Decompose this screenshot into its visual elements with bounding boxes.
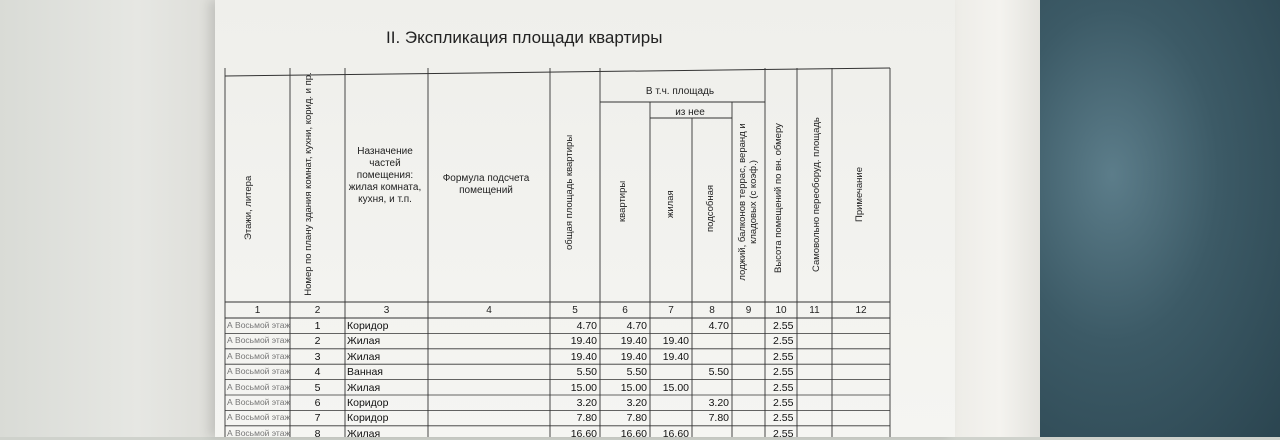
header-room-number: Номер по плану здания комнат, кухни, корид. и пр. bbox=[303, 72, 314, 296]
row-floor: А Восьмой этаж bbox=[227, 350, 291, 361]
header-loggias: лоджий, балконов террас, веранд и кладовых (с коэф.) bbox=[737, 123, 759, 281]
row-number: 4 bbox=[314, 366, 321, 379]
row-auxiliary: 5.50 bbox=[708, 366, 729, 379]
row-number: 1 bbox=[314, 320, 321, 332]
row-total: 4.70 bbox=[576, 320, 597, 332]
row-total: 7.80 bbox=[576, 412, 597, 425]
row-height: 2.55 bbox=[773, 320, 794, 332]
row-floor: А Восьмой этаж bbox=[227, 366, 291, 377]
row-apartment: 16.60 bbox=[620, 427, 647, 440]
header-total: общая площадь квартиры bbox=[564, 134, 575, 250]
row-floor: А Восьмой этаж bbox=[227, 335, 291, 346]
row-height: 2.55 bbox=[773, 412, 794, 425]
row-total: 16.60 bbox=[570, 427, 597, 440]
row-number: 6 bbox=[314, 397, 321, 409]
row-total: 19.40 bbox=[570, 350, 597, 363]
column-number: 6 bbox=[622, 305, 628, 316]
row-name: Жилая bbox=[347, 335, 381, 348]
row-height: 2.55 bbox=[773, 427, 794, 440]
row-apartment: 4.70 bbox=[626, 320, 647, 332]
row-number: 2 bbox=[314, 335, 321, 348]
row-total: 3.20 bbox=[576, 397, 597, 409]
header-apartment: квартиры bbox=[617, 180, 628, 222]
row-number: 5 bbox=[314, 381, 321, 394]
column-number: 11 bbox=[809, 305, 820, 316]
row-name: Жилая bbox=[347, 381, 381, 394]
row-number: 3 bbox=[314, 350, 321, 363]
row-name: Жилая bbox=[347, 427, 381, 440]
row-apartment: 7.80 bbox=[626, 412, 647, 425]
row-apartment: 3.20 bbox=[626, 397, 647, 409]
row-auxiliary: 3.20 bbox=[708, 397, 729, 409]
document-title: II. Экспликация площади квартиры bbox=[386, 28, 663, 47]
column-number: 4 bbox=[486, 305, 492, 316]
row-auxiliary: 7.80 bbox=[708, 412, 729, 425]
header-living: жилая bbox=[665, 190, 676, 218]
row-name: Жилая bbox=[347, 350, 381, 363]
column-number: 2 bbox=[314, 305, 321, 316]
header-self-rebuilt: Самовольно переоборуд. площадь bbox=[811, 117, 822, 272]
header-height: Высота помещений по вн. обмеру bbox=[773, 123, 784, 273]
row-floor: А Восьмой этаж bbox=[227, 427, 291, 438]
row-apartment: 5.50 bbox=[626, 366, 647, 379]
row-number: 7 bbox=[314, 412, 321, 425]
row-apartment: 19.40 bbox=[620, 335, 647, 348]
row-height: 2.55 bbox=[773, 335, 794, 348]
row-total: 19.40 bbox=[570, 335, 597, 348]
header-purpose: Назначение частей помещения: жилая комната, кухня, и т.п. bbox=[348, 146, 422, 205]
row-name: Ванная bbox=[347, 366, 383, 379]
header-including: В т.ч. площадь bbox=[645, 86, 715, 97]
row-living: 19.40 bbox=[662, 335, 689, 348]
column-number: 7 bbox=[668, 305, 674, 316]
row-floor: А Восьмой этаж bbox=[227, 381, 291, 392]
column-number: 9 bbox=[745, 305, 752, 316]
row-name: Коридор bbox=[347, 397, 389, 409]
row-living: 19.40 bbox=[662, 350, 689, 363]
grid-line bbox=[225, 68, 890, 76]
row-apartment: 15.00 bbox=[620, 381, 647, 394]
column-number: 5 bbox=[572, 305, 578, 316]
header-note: Примечание bbox=[854, 167, 865, 222]
row-height: 2.55 bbox=[773, 381, 794, 394]
row-height: 2.55 bbox=[773, 350, 794, 363]
header-auxiliary: подсобная bbox=[705, 184, 716, 232]
row-auxiliary: 4.70 bbox=[708, 320, 729, 332]
row-apartment: 19.40 bbox=[620, 350, 647, 363]
row-total: 5.50 bbox=[576, 366, 597, 379]
column-number: 3 bbox=[383, 305, 390, 316]
row-number: 8 bbox=[314, 427, 321, 440]
row-floor: А Восьмой этаж bbox=[227, 397, 291, 407]
column-number: 8 bbox=[709, 305, 715, 316]
row-name: Коридор bbox=[347, 320, 389, 332]
header-floor: Этажи, литера bbox=[243, 175, 254, 240]
row-floor: А Восьмой этаж bbox=[227, 412, 291, 423]
row-total: 15.00 bbox=[570, 381, 597, 394]
column-number: 1 bbox=[254, 305, 261, 316]
header-of-which: из нее bbox=[675, 107, 705, 118]
column-number: 12 bbox=[855, 305, 867, 316]
row-height: 2.55 bbox=[773, 366, 794, 379]
row-living: 16.60 bbox=[662, 427, 689, 440]
header-formula: Формула подсчета помещений bbox=[442, 173, 530, 196]
column-number: 10 bbox=[775, 305, 787, 316]
row-height: 2.55 bbox=[773, 397, 794, 409]
row-living: 15.00 bbox=[662, 381, 689, 394]
row-floor: А Восьмой этаж bbox=[227, 320, 291, 330]
row-name: Коридор bbox=[347, 412, 389, 425]
